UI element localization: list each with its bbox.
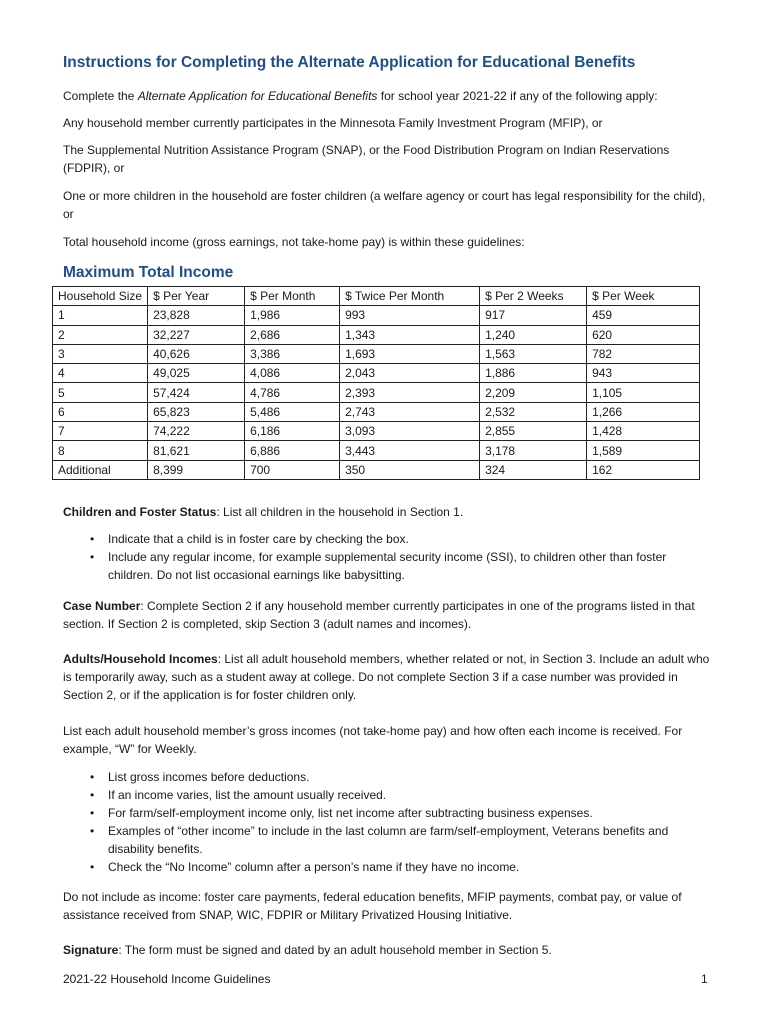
list-item	[90, 530, 710, 548]
table-cell: 1,343	[340, 325, 480, 344]
table-cell: 49,025	[148, 364, 245, 383]
column-header: $ Per Year	[148, 287, 245, 306]
table-cell: 2	[53, 325, 148, 344]
case-number-paragraph	[63, 597, 713, 633]
table-cell: 2,743	[340, 402, 480, 421]
table-body	[53, 306, 700, 480]
gross-incomes-paragraph: List each adult household member’s gross incomes (not take-home pay) and how often each income is received. For example, “W” for Weekly.	[63, 724, 683, 756]
bullet-icon: •	[90, 550, 95, 564]
intro-prefix: Complete the	[63, 89, 138, 103]
bullet-icon: •	[90, 824, 95, 838]
table-cell: 1,266	[587, 402, 700, 421]
intro-suffix: for school year 2021-22 if any of the following apply:	[377, 89, 658, 103]
table-cell: 782	[587, 344, 700, 363]
table-row	[53, 441, 700, 460]
table-cell: 3,443	[340, 441, 480, 460]
table-cell: 459	[587, 306, 700, 325]
table-row	[53, 325, 700, 344]
table-cell: 324	[480, 460, 587, 479]
list-item	[90, 548, 710, 584]
adults-text: : List all adult household members, whether related or not, in Section 3. Include an adult who is temporarily away, such as a student away at college. Do not complete Section 3 if a case number was provided in Section 2, or if the application is for foster children only.	[63, 652, 710, 702]
table-cell: 162	[587, 460, 700, 479]
list-item-text: List gross incomes before deductions.	[108, 770, 310, 784]
list-item-text: For farm/self-employment income only, list net income after subtracting business expenses.	[108, 806, 593, 820]
condition-income: Total household income (gross earnings, not take-home pay) is within these guidelines:	[63, 235, 525, 249]
page-number: 1	[701, 972, 708, 986]
column-header: $ Per Month	[245, 287, 340, 306]
income-bullet-list	[90, 768, 710, 876]
table-row	[53, 306, 700, 325]
table-cell: 6,186	[245, 422, 340, 441]
column-header: $ Per Week	[587, 287, 700, 306]
table-cell: 1,986	[245, 306, 340, 325]
list-item	[90, 822, 710, 858]
table-cell: 3	[53, 344, 148, 363]
intro-form-name: Alternate Application for Educational Benefits	[137, 89, 378, 103]
table-cell: 1,693	[340, 344, 480, 363]
children-bullet-list	[90, 530, 710, 584]
condition-snap: The Supplemental Nutrition Assistance Program (SNAP), or the Food Distribution Program on Indian Reservations (FDPIR), or	[63, 143, 670, 175]
list-item	[90, 768, 710, 786]
column-header: $ Twice Per Month	[340, 287, 480, 306]
table-cell: 2,043	[340, 364, 480, 383]
table-cell: 1	[53, 306, 148, 325]
table-heading: Maximum Total Income	[63, 264, 234, 281]
table-cell: 6,886	[245, 441, 340, 460]
exclusions-paragraph: Do not include as income: foster care payments, federal education benefits, MFIP payments, combat pay, or value of assistance received from SNAP, WIC, FDPIR or Military Privatized Housing Initiative.	[63, 890, 682, 922]
bullet-icon: •	[90, 532, 95, 546]
table-row	[53, 422, 700, 441]
table-cell: 1,428	[587, 422, 700, 441]
bullet-icon: •	[90, 770, 95, 784]
table-cell: 1,563	[480, 344, 587, 363]
table-cell: 4,086	[245, 364, 340, 383]
table-cell: 40,626	[148, 344, 245, 363]
table-cell: 2,209	[480, 383, 587, 402]
signature-paragraph	[63, 941, 713, 959]
table-cell: 7	[53, 422, 148, 441]
table-cell: 57,424	[148, 383, 245, 402]
table-row	[53, 364, 700, 383]
table-cell: 74,222	[148, 422, 245, 441]
table-cell: 2,532	[480, 402, 587, 421]
signature-label: Signature	[63, 943, 119, 957]
column-header: Household Size	[53, 287, 148, 306]
table-cell: 3,093	[340, 422, 480, 441]
children-label: Children and Foster Status	[63, 505, 217, 519]
condition-mfip: Any household member currently participates in the Minnesota Family Investment Program (MFIP), or	[63, 116, 603, 130]
table-cell: 943	[587, 364, 700, 383]
list-item	[90, 804, 710, 822]
list-item	[90, 858, 710, 876]
table-cell: 2,855	[480, 422, 587, 441]
table-cell: 5,486	[245, 402, 340, 421]
table-cell: 4,786	[245, 383, 340, 402]
list-item-text: Indicate that a child is in foster care by checking the box.	[108, 532, 409, 546]
table-cell: 2,393	[340, 383, 480, 402]
list-item-text: Examples of “other income” to include in the last column are farm/self-employment, Veterans benefits and disability benefits.	[108, 824, 669, 856]
table-cell: 4	[53, 364, 148, 383]
bullet-icon: •	[90, 788, 95, 802]
table-cell: 620	[587, 325, 700, 344]
list-item-text: Check the “No Income” column after a person’s name if they have no income.	[108, 860, 520, 874]
table-cell: 3,386	[245, 344, 340, 363]
case-number-label: Case Number	[63, 599, 141, 613]
table-cell: 65,823	[148, 402, 245, 421]
table-cell: 993	[340, 306, 480, 325]
table-row	[53, 402, 700, 421]
table-cell: 1,105	[587, 383, 700, 402]
list-item-text: If an income varies, list the amount usually received.	[108, 788, 387, 802]
table-cell: 81,621	[148, 441, 245, 460]
intro-paragraph	[63, 87, 713, 105]
table-cell: 1,589	[587, 441, 700, 460]
bullet-icon: •	[90, 860, 95, 874]
table-header-row	[53, 287, 700, 306]
column-header: $ Per 2 Weeks	[480, 287, 587, 306]
condition-foster: One or more children in the household are foster children (a welfare agency or court has legal responsibility for the child), or	[63, 189, 706, 221]
table-cell: 23,828	[148, 306, 245, 325]
table-cell: 2,686	[245, 325, 340, 344]
bullet-icon: •	[90, 806, 95, 820]
children-text: : List all children in the household in Section 1.	[216, 505, 464, 519]
table-cell: 917	[480, 306, 587, 325]
table-row	[53, 383, 700, 402]
adults-label: Adults/Household Incomes	[63, 652, 218, 666]
children-paragraph	[63, 503, 713, 521]
table-cell: Additional	[53, 460, 148, 479]
table-cell: 5	[53, 383, 148, 402]
income-guidelines-table	[52, 286, 700, 480]
footer-title: 2021-22 Household Income Guidelines	[63, 972, 271, 986]
case-number-text: : Complete Section 2 if any household member currently participates in one of the programs listed in that section. If Section 2 is completed, skip Section 3 (adult names and incomes).	[63, 599, 695, 631]
table-cell: 350	[340, 460, 480, 479]
table-cell: 3,178	[480, 441, 587, 460]
page-title: Instructions for Completing the Alternate Application for Educational Benefits	[63, 54, 636, 71]
table-cell: 32,227	[148, 325, 245, 344]
table-row	[53, 344, 700, 363]
list-item-text: Include any regular income, for example supplemental security income (SSI), to children other than foster children. Do not list occasional earnings like babysitting.	[108, 550, 667, 582]
table-cell: 700	[245, 460, 340, 479]
table-cell: 8,399	[148, 460, 245, 479]
table-cell: 6	[53, 402, 148, 421]
table-row	[53, 460, 700, 479]
table-cell: 1,886	[480, 364, 587, 383]
list-item	[90, 786, 710, 804]
table-cell: 1,240	[480, 325, 587, 344]
signature-text: : The form must be signed and dated by an adult household member in Section 5.	[118, 943, 552, 957]
adults-paragraph	[63, 650, 713, 704]
table-cell: 8	[53, 441, 148, 460]
